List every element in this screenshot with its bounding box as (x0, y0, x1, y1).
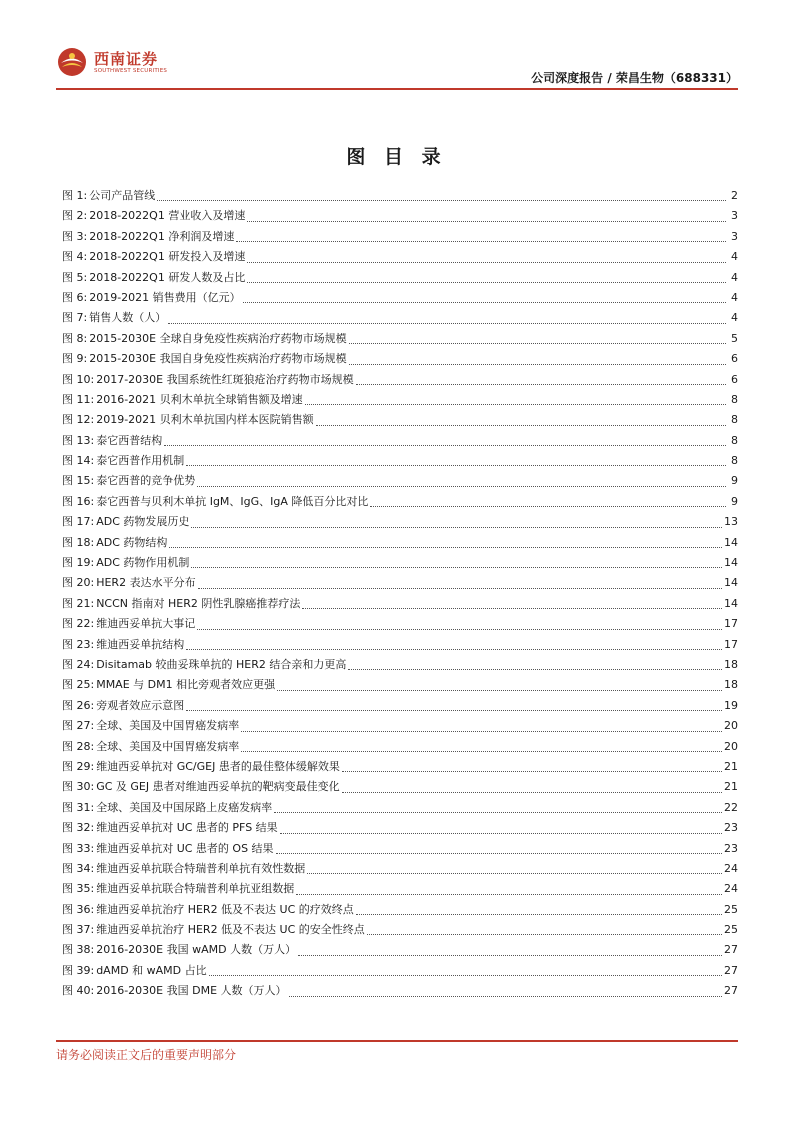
toc-entry[interactable] (62, 961, 738, 981)
toc-figure-number: 图 35: (62, 882, 95, 896)
toc-dot-leader (157, 199, 726, 201)
toc-page-number[interactable]: 23 (724, 841, 738, 855)
toc-dot-leader (349, 342, 726, 344)
toc-dot-leader (191, 566, 722, 568)
toc-figure-number: 图 11: (62, 392, 95, 406)
toc-figure-number: 图 30: (62, 780, 95, 794)
toc-entry[interactable] (62, 737, 738, 757)
toc-figure-number: 图 13: (62, 433, 95, 447)
toc-page-number[interactable]: 14 (724, 576, 738, 590)
toc-page-number[interactable]: 9 (731, 494, 738, 508)
toc-page-number[interactable]: 9 (731, 474, 738, 488)
toc-dot-leader (348, 668, 722, 670)
toc-page-number[interactable]: 8 (731, 433, 738, 447)
toc-dot-leader (241, 750, 722, 752)
toc-dot-leader (298, 954, 722, 956)
toc-entry[interactable] (62, 777, 738, 797)
toc-entry[interactable] (62, 839, 738, 859)
toc-entry[interactable] (62, 349, 738, 369)
toc-entry[interactable] (62, 329, 738, 349)
toc-entry[interactable] (62, 268, 738, 288)
toc-page-number[interactable]: 6 (731, 372, 738, 386)
toc-dot-leader (356, 913, 722, 915)
toc-dot-leader (296, 893, 722, 895)
toc-figure-title[interactable]: 泰它西普的竞争优势 (96, 474, 196, 488)
page-title: 图 目 录 (346, 146, 447, 168)
toc-dot-leader (197, 628, 722, 630)
toc-figure-title[interactable]: GC 及 GEJ 患者对维迪西妥单抗的靶病变最佳变化 (96, 780, 340, 794)
toc-entry[interactable] (62, 716, 738, 736)
toc-dot-leader (356, 383, 726, 385)
toc-figure-title[interactable]: 2018-2022Q1 净利润及增速 (89, 229, 235, 243)
toc-figure-title[interactable]: 2015-2030E 全球自身免疫性疾病治疗药物市场规模 (89, 331, 347, 345)
toc-figure-title[interactable]: 泰它西普结构 (96, 433, 163, 447)
page-header (56, 44, 738, 90)
toc-figure-number: 图 23: (62, 637, 95, 651)
toc-page-number[interactable]: 14 (724, 556, 738, 570)
toc-figure-title[interactable]: 销售人数（人） (89, 311, 167, 325)
toc-figure-number: 图 12: (62, 413, 95, 427)
toc-dot-leader (241, 730, 722, 732)
toc-entry[interactable] (62, 818, 738, 838)
toc-page-number[interactable]: 21 (724, 759, 738, 773)
toc-page-number[interactable]: 14 (724, 596, 738, 610)
toc-page-number[interactable]: 18 (724, 678, 738, 692)
toc-figure-title[interactable]: 2018-2022Q1 研发投入及增速 (89, 250, 246, 264)
toc-dot-leader (191, 526, 722, 528)
toc-figure-number: 图 33: (62, 841, 95, 855)
toc-entry[interactable] (62, 186, 738, 206)
toc-page-number[interactable]: 21 (724, 780, 738, 794)
toc-page-number[interactable]: 8 (731, 413, 738, 427)
toc-entry[interactable] (62, 512, 738, 532)
toc-figure-title[interactable]: 维迪西妥单抗联合特瑞普利单抗有效性数据 (96, 861, 306, 875)
toc-page-number[interactable]: 25 (724, 902, 738, 916)
toc-figure-number: 图 14: (62, 454, 95, 468)
toc-page-number[interactable]: 3 (731, 209, 738, 223)
toc-dot-leader (274, 811, 722, 813)
toc-page-number[interactable]: 27 (724, 963, 738, 977)
toc-entry[interactable] (62, 431, 738, 451)
toc-entry[interactable] (62, 227, 738, 247)
toc-page-number[interactable]: 4 (731, 311, 738, 325)
toc-figure-number: 图 38: (62, 943, 95, 957)
toc-figure-title[interactable]: 维迪西妥单抗对 GC/GEJ 患者的最佳整体缓解效果 (96, 759, 340, 773)
toc-dot-leader (164, 444, 726, 446)
toc-page-number[interactable]: 20 (724, 739, 738, 753)
toc-figure-title[interactable]: ADC 药物发展历史 (96, 515, 190, 529)
toc-entry[interactable] (62, 308, 738, 328)
toc-entry[interactable] (62, 757, 738, 777)
toc-figure-title[interactable]: MMAE 与 DM1 相比旁观者效应更强 (96, 678, 276, 692)
toc-figure-title[interactable]: 维迪西妥单抗对 UC 患者的 OS 结果 (96, 841, 274, 855)
toc-figure-number: 图 34: (62, 861, 95, 875)
toc-page-number[interactable]: 13 (724, 515, 738, 529)
toc-figure-number: 图 36: (62, 902, 95, 916)
toc-page-number[interactable]: 24 (724, 882, 738, 896)
toc-figure-title[interactable]: 维迪西妥单抗治疗 HER2 低及不表达 UC 的安全性终点 (96, 923, 365, 937)
toc-figure-title[interactable]: 维迪西妥单抗对 UC 患者的 PFS 结果 (96, 821, 278, 835)
toc-entry[interactable] (62, 981, 738, 1001)
toc-dot-leader (247, 261, 726, 263)
header-divider (56, 88, 738, 90)
toc-figure-number: 图 10: (62, 372, 95, 386)
toc-entry[interactable] (62, 553, 738, 573)
toc-figure-number: 图 18: (62, 535, 95, 549)
toc-figure-title[interactable]: 2017-2030E 我国系统性红斑狼疮治疗药物市场规模 (96, 372, 354, 386)
toc-dot-leader (198, 587, 722, 589)
toc-figure-title[interactable]: 2016-2030E 我国 wAMD 人数（万人） (96, 943, 297, 957)
toc-page-number[interactable]: 4 (731, 250, 738, 264)
toc-page-number[interactable]: 3 (731, 229, 738, 243)
toc-figure-title[interactable]: 泰它西普与贝利木单抗 IgM、IgG、IgA 降低百分比对比 (96, 494, 369, 508)
toc-figure-number: 图 39: (62, 963, 95, 977)
toc-dot-leader (367, 933, 722, 935)
toc-figure-number: 图 27: (62, 719, 95, 733)
toc-dot-leader (209, 974, 722, 976)
toc-page-number[interactable]: 27 (724, 984, 738, 998)
toc-figure-number: 图 9: (62, 352, 88, 366)
toc-dot-leader (169, 546, 722, 548)
toc-entry[interactable] (62, 370, 738, 390)
company-logo (56, 44, 206, 84)
toc-dot-leader (236, 240, 726, 242)
toc-figure-title[interactable]: ADC 药物结构 (96, 535, 168, 549)
toc-page-number[interactable]: 24 (724, 861, 738, 875)
toc-page-number[interactable]: 4 (731, 270, 738, 284)
toc-page-number[interactable]: 19 (724, 698, 738, 712)
toc-figure-number: 图 26: (62, 698, 95, 712)
toc-figure-number: 图 7: (62, 311, 88, 325)
toc-entry[interactable] (62, 451, 738, 471)
toc-figure-title[interactable]: Disitamab 较曲妥珠单抗的 HER2 结合亲和力更高 (96, 657, 347, 671)
toc-figure-number: 图 4: (62, 250, 88, 264)
toc-figure-number: 图 37: (62, 923, 95, 937)
toc-page-number[interactable]: 4 (731, 290, 738, 304)
toc-entry[interactable] (62, 635, 738, 655)
toc-figure-title[interactable]: 旁观者效应示意图 (96, 698, 185, 712)
toc-figure-title[interactable]: 全球、美国及中国胃癌发病率 (96, 739, 240, 753)
toc-figure-number: 图 32: (62, 821, 95, 835)
toc-page-number[interactable]: 2 (731, 189, 738, 202)
toc-dot-leader (342, 770, 722, 772)
toc-dot-leader (307, 872, 722, 874)
toc-figure-number: 图 29: (62, 759, 95, 773)
logo-chinese-text: 西南证券 (94, 50, 159, 68)
toc-figure-number: 图 8: (62, 331, 88, 345)
toc-figure-title[interactable]: ADC 药物作用机制 (96, 556, 190, 570)
toc-dot-leader (289, 995, 722, 997)
toc-page-number[interactable]: 20 (724, 719, 738, 733)
toc-figure-title[interactable]: 维迪西妥单抗联合特瑞普利单抗亚组数据 (96, 882, 295, 896)
toc-page-number[interactable]: 27 (724, 943, 738, 957)
toc-figure-title[interactable]: 2019-2021 销售费用（亿元） (89, 290, 241, 304)
toc-dot-leader (247, 220, 726, 222)
logo-emblem-icon (56, 46, 88, 78)
toc-entry[interactable] (62, 900, 738, 920)
toc-entry[interactable] (62, 410, 738, 430)
toc-entry[interactable] (62, 696, 738, 716)
toc-entry[interactable] (62, 675, 738, 695)
toc-figure-title[interactable]: 维迪西妥单抗结构 (96, 637, 185, 651)
toc-dot-leader (370, 505, 726, 507)
toc-figure-title[interactable]: 2018-2022Q1 研发人数及占比 (89, 270, 246, 284)
toc-entry[interactable] (62, 614, 738, 634)
figure-toc-list (62, 186, 738, 1002)
footer-disclaimer: 请务必阅读正文后的重要声明部分 (56, 1048, 237, 1062)
toc-dot-leader (168, 322, 726, 324)
toc-figure-title[interactable]: 泰它西普作用机制 (96, 454, 185, 468)
toc-page-number[interactable]: 17 (724, 637, 738, 651)
toc-dot-leader (243, 301, 726, 303)
toc-figure-title[interactable]: 维迪西妥单抗治疗 HER2 低及不表达 UC 的疗效终点 (96, 902, 354, 916)
toc-figure-title[interactable]: 2018-2022Q1 营业收入及增速 (89, 209, 246, 223)
toc-entry[interactable] (62, 594, 738, 614)
toc-page-number[interactable]: 8 (731, 392, 738, 406)
toc-dot-leader (277, 689, 722, 691)
toc-dot-leader (186, 709, 722, 711)
toc-figure-number: 图 40: (62, 984, 95, 998)
toc-page-number[interactable]: 8 (731, 454, 738, 468)
toc-entry[interactable] (62, 533, 738, 553)
toc-figure-title[interactable]: 全球、美国及中国胃癌发病率 (96, 719, 240, 733)
toc-figure-number: 图 17: (62, 515, 95, 529)
toc-figure-number: 图 1: (62, 189, 88, 202)
toc-entry[interactable] (62, 798, 738, 818)
toc-dot-leader (349, 363, 726, 365)
toc-figure-title[interactable]: 2019-2021 贝利木单抗国内样本医院销售额 (96, 413, 314, 427)
toc-figure-title[interactable]: 维迪西妥单抗大事记 (96, 617, 196, 631)
toc-dot-leader (280, 832, 722, 834)
toc-entry[interactable] (62, 206, 738, 226)
toc-figure-number: 图 21: (62, 596, 95, 610)
toc-figure-number: 图 15: (62, 474, 95, 488)
toc-dot-leader (316, 424, 726, 426)
toc-entry[interactable] (62, 920, 738, 940)
toc-dot-leader (302, 607, 722, 609)
toc-figure-number: 图 24: (62, 657, 95, 671)
toc-entry[interactable] (62, 247, 738, 267)
toc-figure-title[interactable]: 公司产品管线 (89, 189, 156, 202)
toc-dot-leader (276, 852, 722, 854)
toc-figure-number: 图 5: (62, 270, 88, 284)
toc-page-number[interactable]: 6 (731, 352, 738, 366)
toc-figure-number: 图 31: (62, 800, 95, 814)
toc-page-number[interactable]: 18 (724, 657, 738, 671)
toc-dot-leader (197, 485, 726, 487)
toc-page-number[interactable]: 23 (724, 821, 738, 835)
footer-divider (56, 1040, 738, 1042)
toc-figure-number: 图 3: (62, 229, 88, 243)
toc-figure-number: 图 22: (62, 617, 95, 631)
toc-dot-leader (342, 791, 722, 793)
toc-figure-title[interactable]: NCCN 指南对 HER2 阴性乳腺癌推荐疗法 (96, 596, 301, 610)
toc-entry[interactable] (62, 492, 738, 512)
toc-page-number[interactable]: 14 (724, 535, 738, 549)
toc-entry[interactable] (62, 288, 738, 308)
toc-figure-title[interactable]: HER2 表达水平分布 (96, 576, 196, 590)
toc-figure-title[interactable]: dAMD 和 wAMD 占比 (96, 963, 207, 977)
toc-figure-number: 图 6: (62, 290, 88, 304)
toc-figure-number: 图 16: (62, 494, 95, 508)
toc-figure-number: 图 28: (62, 739, 95, 753)
toc-figure-title[interactable]: 全球、美国及中国尿路上皮癌发病率 (96, 800, 273, 814)
toc-entry[interactable] (62, 859, 738, 879)
toc-page-number[interactable]: 5 (731, 331, 738, 345)
toc-entry[interactable] (62, 879, 738, 899)
toc-dot-leader (247, 281, 726, 283)
toc-entry[interactable] (62, 655, 738, 675)
toc-dot-leader (186, 464, 726, 466)
toc-figure-title[interactable]: 2016-2021 贝利木单抗全球销售额及增速 (96, 392, 303, 406)
toc-entry[interactable] (62, 390, 738, 410)
toc-dot-leader (305, 403, 726, 405)
toc-figure-number: 图 25: (62, 678, 95, 692)
toc-dot-leader (186, 648, 722, 650)
logo-english-text: SOUTHWEST SECURITIES (94, 68, 168, 74)
toc-entry[interactable] (62, 573, 738, 593)
toc-figure-title[interactable]: 2016-2030E 我国 DME 人数（万人） (96, 984, 287, 998)
toc-figure-number: 图 20: (62, 576, 95, 590)
toc-figure-number: 图 19: (62, 556, 95, 570)
toc-page-number[interactable]: 17 (724, 617, 738, 631)
toc-page-number[interactable]: 25 (724, 923, 738, 937)
toc-page-number[interactable]: 22 (724, 800, 738, 814)
toc-figure-title[interactable]: 2015-2030E 我国自身免疫性疾病治疗药物市场规模 (89, 352, 347, 366)
toc-figure-number: 图 2: (62, 209, 88, 223)
toc-entry[interactable] (62, 940, 738, 960)
toc-entry[interactable] (62, 471, 738, 491)
report-title: 公司深度报告 / 荣昌生物（688331） (531, 71, 738, 85)
